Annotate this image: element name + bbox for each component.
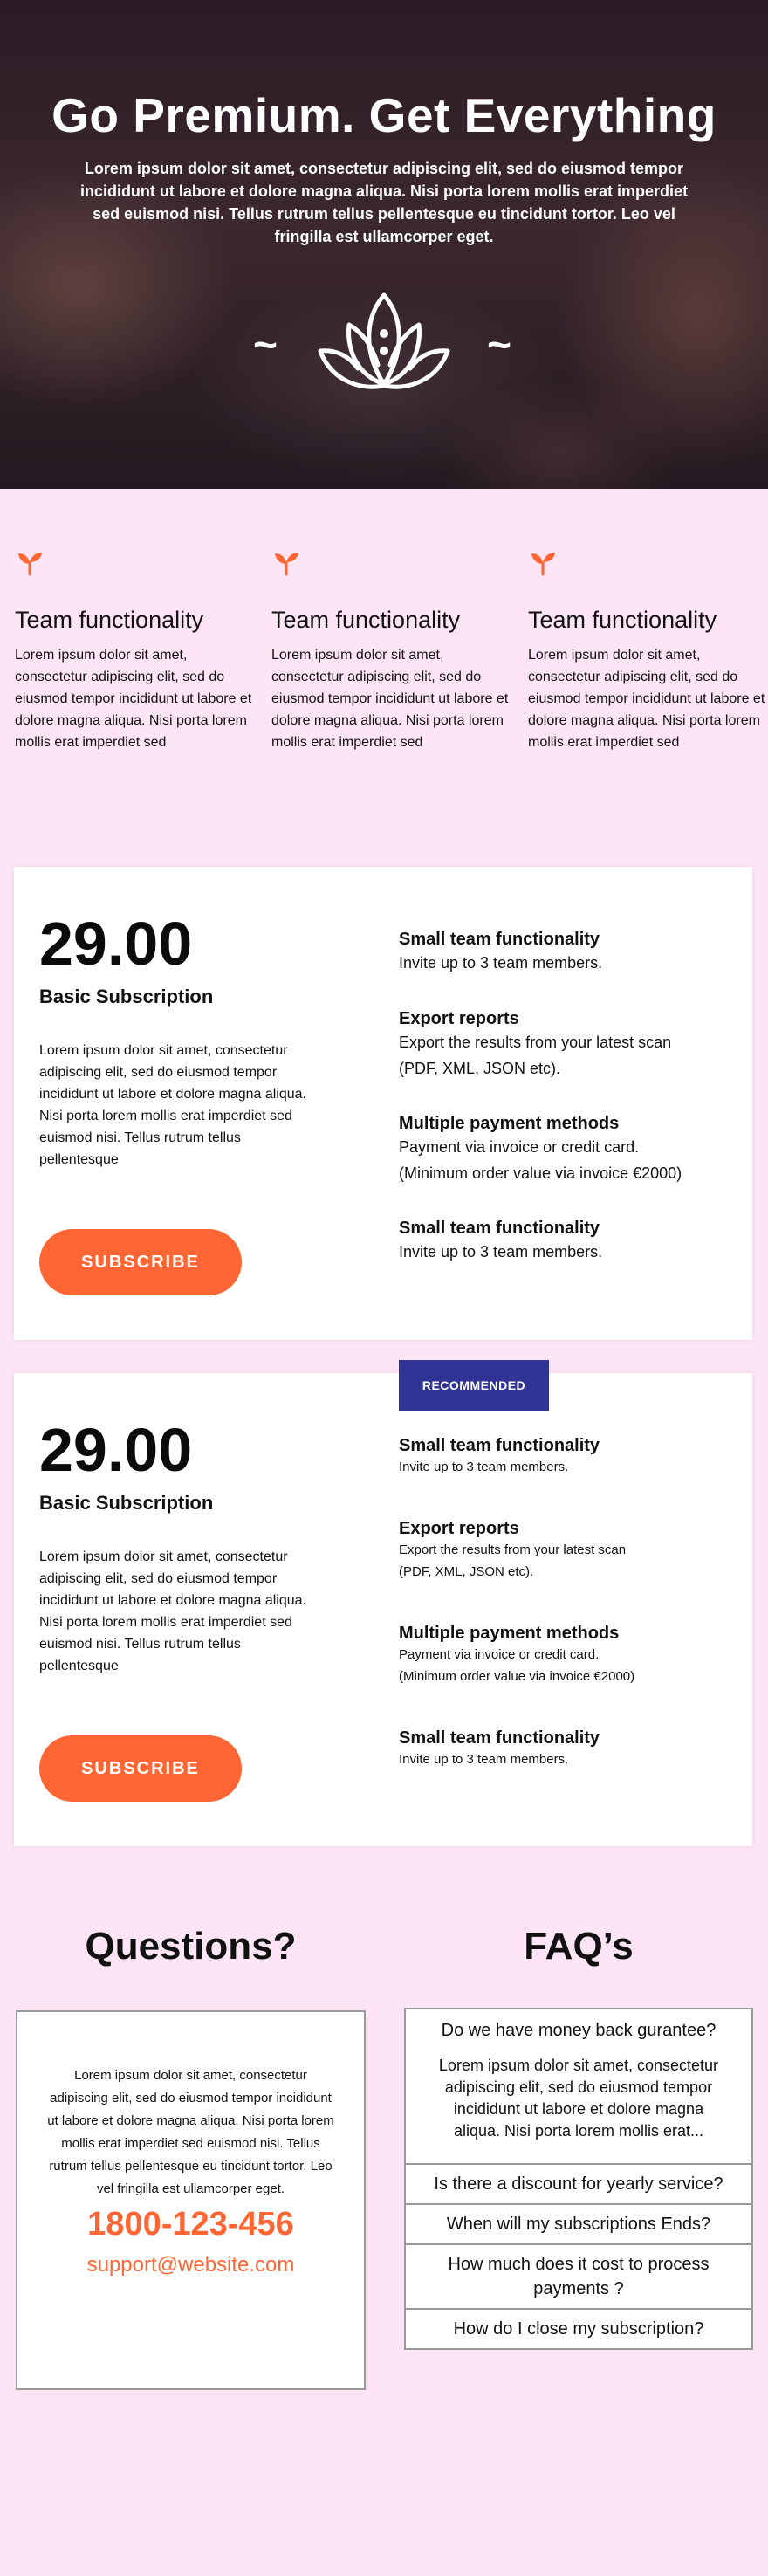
plan-feature-title: Multiple payment methods: [399, 1624, 620, 1643]
plan-feature-line: (PDF, XML, JSON etc).: [399, 1564, 534, 1579]
hero-title: Go Premium. Get Everything: [51, 88, 717, 142]
recommended-badge: RECOMMENDED: [399, 1360, 549, 1411]
faq-answer: Lorem ipsum dolor sit amet, consectetur adipiscing elit, sed do eiusmod tempor incididunt ut labore et dolore magna aliqua. Nisi porta lorem mollis erat...: [438, 2057, 719, 2140]
sprout-icon: [273, 550, 299, 576]
pricing-card-basic: [14, 867, 752, 1340]
feature-title: Team functionality: [15, 607, 204, 633]
plan-feature-title: Small team functionality: [399, 1436, 600, 1455]
plan-feature-line: Payment via invoice or credit card.: [399, 1138, 640, 1156]
plan-feature-title: Export reports: [399, 1519, 519, 1538]
plan-feature-title: Small team functionality: [399, 930, 600, 949]
faq-question[interactable]: How do I close my subscription?: [406, 2308, 751, 2348]
feature-title: Team functionality: [271, 607, 461, 633]
tilde-right: ~: [487, 322, 512, 368]
feature-title: Team functionality: [528, 607, 717, 633]
faq-question[interactable]: Is there a discount for yearly service?: [406, 2163, 751, 2203]
plan-feature-title: Small team functionality: [399, 1728, 600, 1748]
sprout-icon: [17, 550, 43, 576]
plan-feature-line: (Minimum order value via invoice €2000): [399, 1669, 635, 1684]
plan-name: Basic Subscription: [39, 1492, 214, 1514]
feature-text: Lorem ipsum dolor sit amet, consectetur adipiscing elit, sed do eiusmod tempor incididunt ut labore et dolore magna aliqua. Nisi porta lorem mollis erat imperdiet sed: [528, 648, 765, 750]
plan-feature: [399, 930, 748, 976]
feature-text: Lorem ipsum dolor sit amet, consectetur adipiscing elit, sed do eiusmod tempor incididunt ut labore et dolore magna aliqua. Nisi porta lorem mollis erat imperdiet sed: [271, 648, 509, 750]
plan-feature: [399, 1728, 748, 1770]
hero-section: [0, 0, 768, 489]
plan-feature-line: Invite up to 3 team members.: [399, 1243, 603, 1261]
plan-feature: [399, 1519, 748, 1583]
plan-name: Basic Subscription: [39, 986, 214, 1007]
plan-feature-title: Small team functionality: [399, 1219, 600, 1238]
faq-title: FAQ’s: [524, 1925, 634, 1968]
subscribe-button[interactable]: SUBSCRIBE: [39, 1229, 242, 1295]
plan-feature-line: Invite up to 3 team members.: [399, 1460, 569, 1474]
hero-divider: [0, 288, 768, 402]
sprout-icon: [530, 550, 556, 576]
questions-box: [16, 2010, 366, 2390]
plan-feature-line: Export the results from your latest scan: [399, 1034, 672, 1051]
plan-feature-line: Payment via invoice or credit card.: [399, 1647, 600, 1662]
feature-text: Lorem ipsum dolor sit amet, consectetur adipiscing elit, sed do eiusmod tempor incididunt ut labore et dolore magna aliqua. Nisi porta lorem mollis erat imperdiet sed: [15, 648, 252, 750]
plan-feature: [399, 1009, 748, 1082]
support-phone[interactable]: 1800-123-456: [87, 2206, 294, 2243]
hero-text: Lorem ipsum dolor sit amet, consectetur adipiscing elit, sed do eiusmod tempor incididunt ut labore et dolore magna aliqua. Nisi porta lorem mollis erat imperdiet sed euismod nisi. Tellus rutrum tellus pellentesque eu tincidunt tortor. Leo vel fringilla est ullamcorper eget.: [79, 160, 689, 245]
subscribe-button[interactable]: SUBSCRIBE: [39, 1735, 242, 1802]
pricing-card-recommended: [14, 1373, 752, 1846]
faq-question[interactable]: When will my subscriptions Ends?: [406, 2203, 751, 2243]
plan-feature-line: Invite up to 3 team members.: [399, 1752, 569, 1767]
faq-item-expanded[interactable]: [406, 2009, 751, 2163]
questions-text: Lorem ipsum dolor sit amet, consectetur adipiscing elit, sed do eiusmod tempor incididunt ut labore et dolore magna aliqua. Nisi porta lorem mollis erat imperdiet sed euismod nisi. Tellus rutrum tellus pellentesque eu tincidunt tortor. Leo vel fringilla est ullamcorper eget.: [47, 2068, 334, 2196]
plan-feature-line: Export the results from your latest scan: [399, 1542, 627, 1557]
plan-price: 29.00: [39, 910, 193, 978]
questions-title: Questions?: [85, 1925, 297, 1968]
faq-accordion: [404, 2008, 753, 2350]
plan-feature-line: Invite up to 3 team members.: [399, 954, 603, 972]
plan-feature: [399, 1436, 748, 1478]
plan-feature-line: (PDF, XML, JSON etc).: [399, 1060, 561, 1077]
plan-feature: [399, 1624, 748, 1687]
faq-question[interactable]: How much does it cost to process payments ?: [406, 2243, 751, 2308]
plan-description: Lorem ipsum dolor sit amet, consectetur adipiscing elit, sed do eiusmod tempor incididunt ut labore et dolore magna aliqua. Nisi porta lorem mollis erat imperdiet sed euismod nisi. Tellus rutrum tellus pellentesque: [39, 1043, 306, 1167]
plan-feature-title: Export reports: [399, 1009, 519, 1028]
tilde-left: ~: [253, 322, 278, 368]
plan-feature: [399, 1114, 748, 1186]
lotus-icon: [310, 288, 458, 402]
plan-feature-line: (Minimum order value via invoice €2000): [399, 1164, 682, 1182]
support-email[interactable]: support@website.com: [86, 2253, 295, 2277]
plan-price: 29.00: [39, 1416, 193, 1484]
faq-question[interactable]: Do we have money back gurantee?: [441, 2021, 717, 2040]
plan-feature: [399, 1219, 748, 1265]
plan-description: Lorem ipsum dolor sit amet, consectetur adipiscing elit, sed do eiusmod tempor incididunt ut labore et dolore magna aliqua. Nisi porta lorem mollis erat imperdiet sed euismod nisi. Tellus rutrum tellus pellentesque: [39, 1549, 306, 1673]
plan-feature-title: Multiple payment methods: [399, 1114, 620, 1133]
